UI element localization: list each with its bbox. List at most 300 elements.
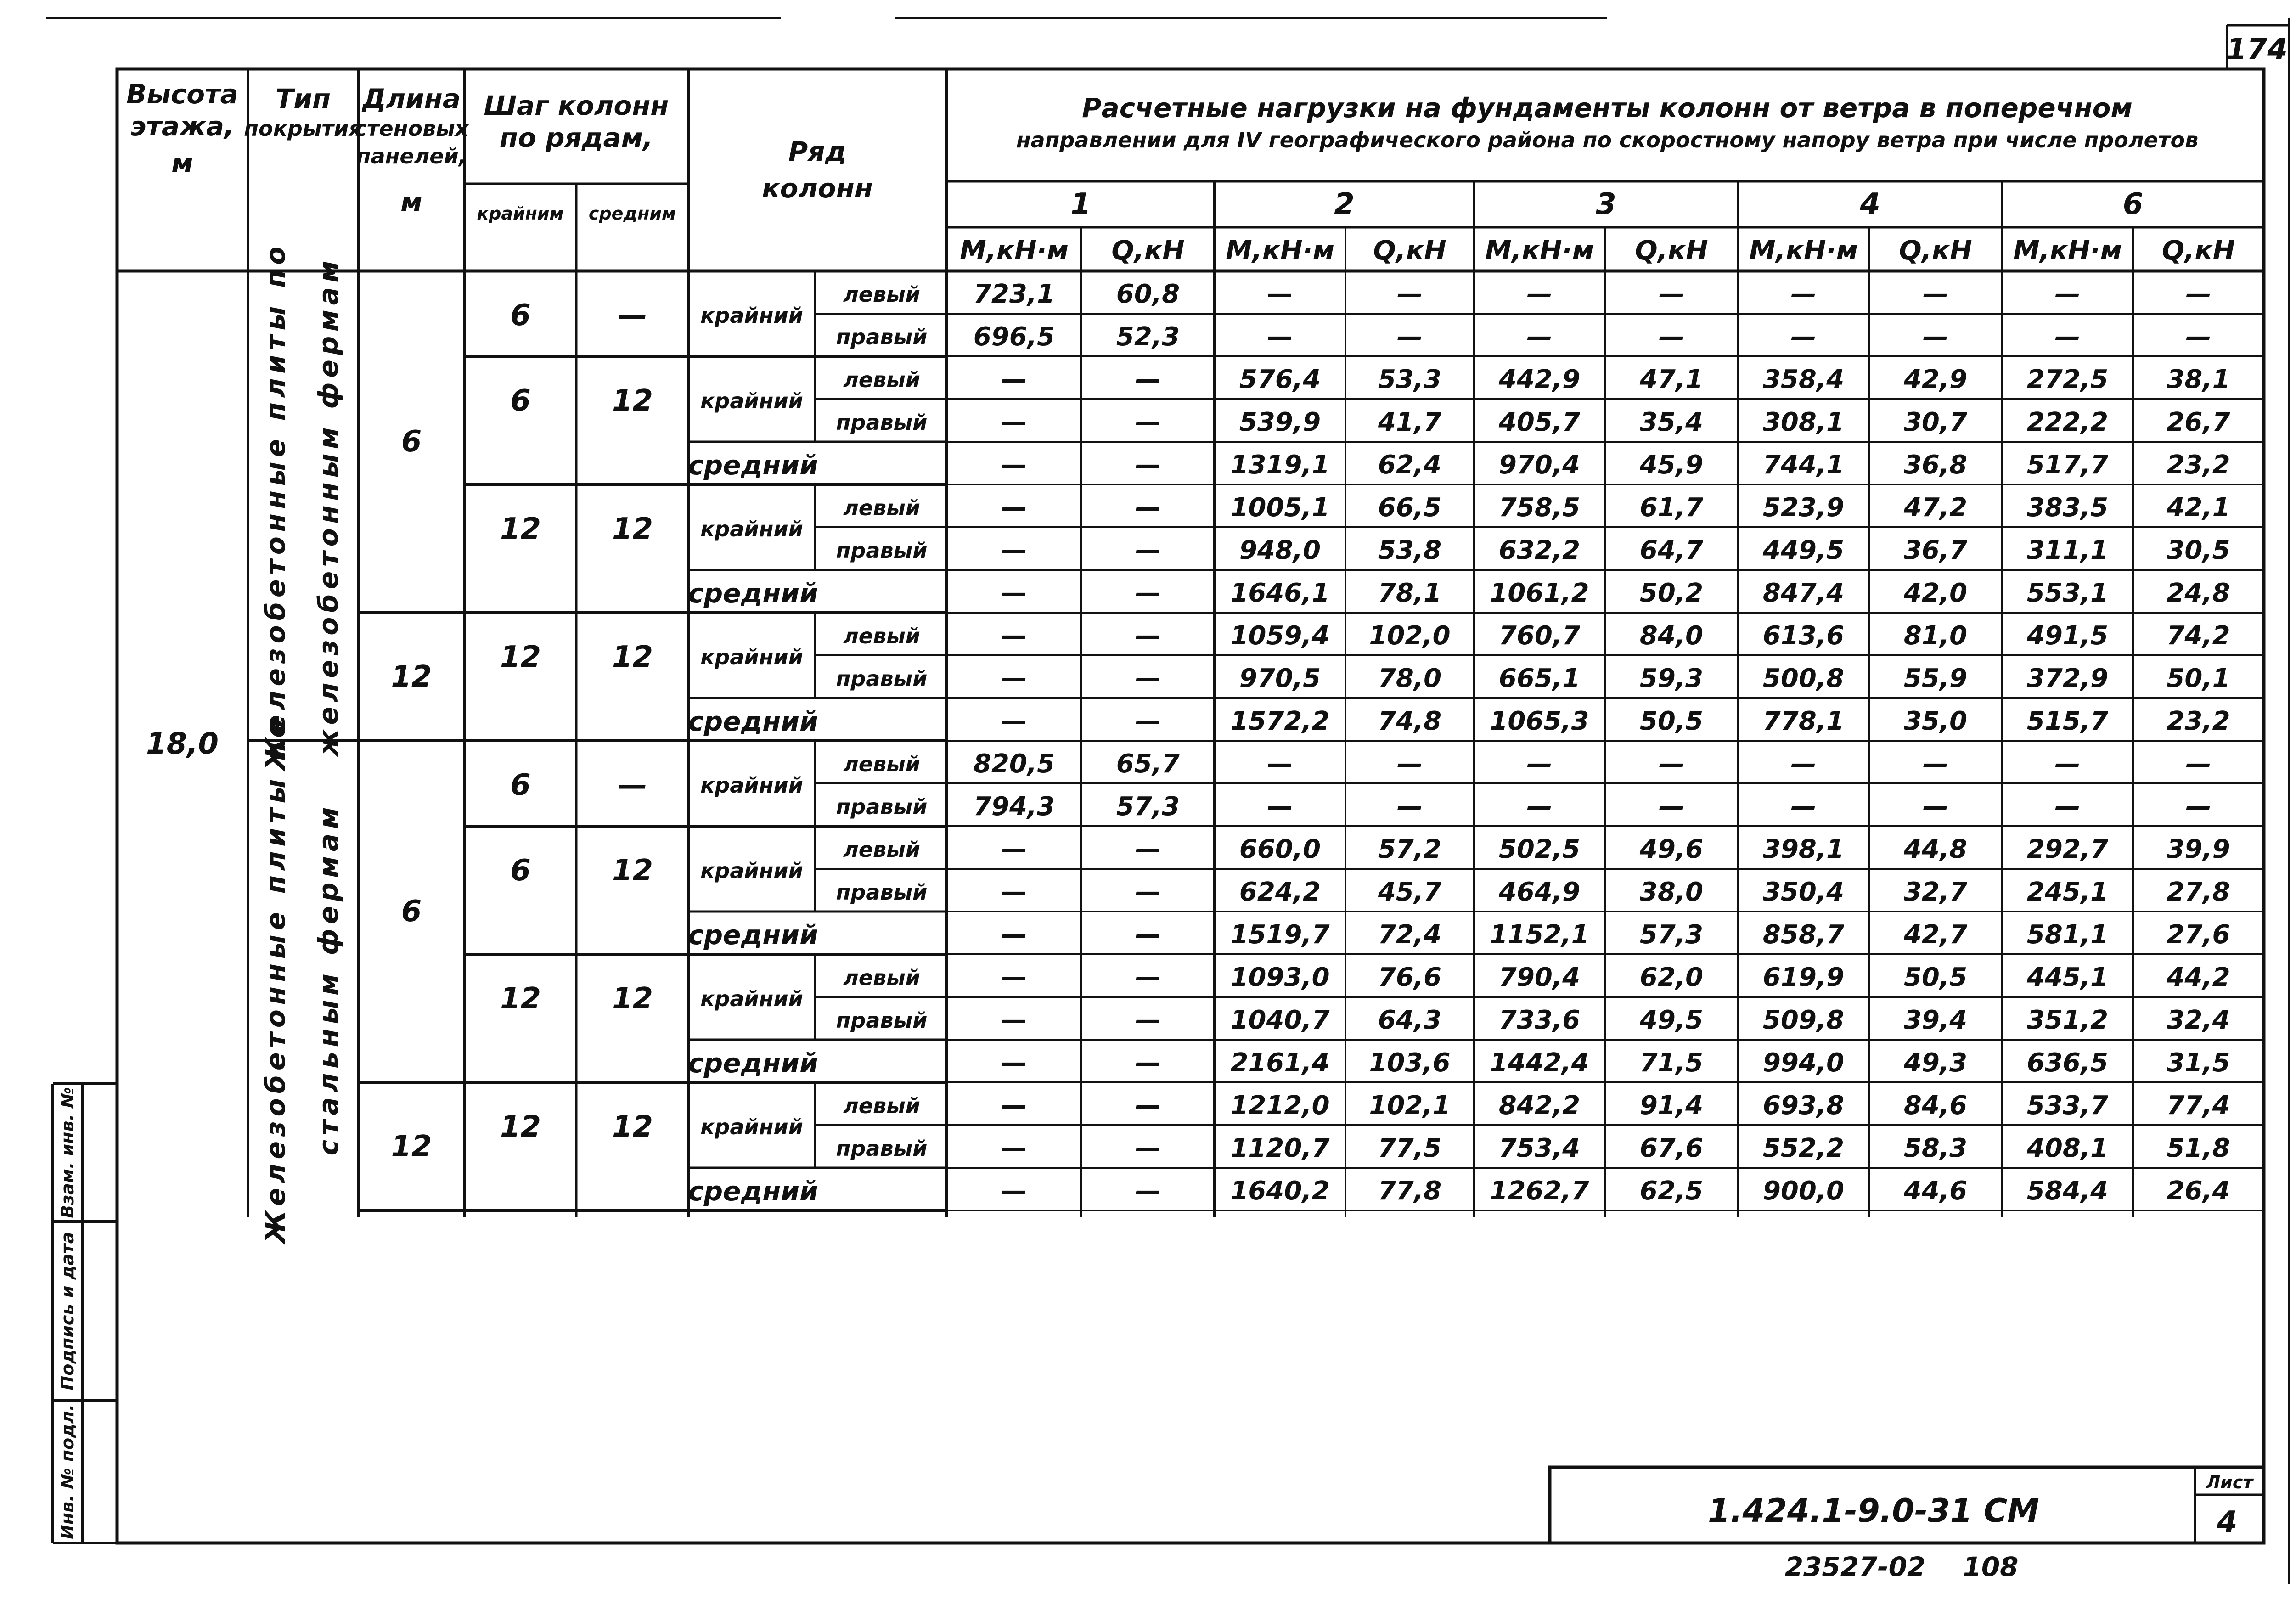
- row-label-left: левый: [843, 623, 920, 648]
- m-value-cell: —: [1526, 749, 1553, 779]
- m-value-cell: 1120,7: [1230, 1133, 1330, 1163]
- m-value-cell: 308,1: [1762, 407, 1845, 437]
- m-value-cell: 970,5: [1239, 663, 1321, 693]
- q-value-cell: 62,4: [1378, 450, 1442, 480]
- m-value-cell: 613,6: [1762, 620, 1845, 651]
- m-value-cell: —: [1001, 919, 1027, 950]
- q-value-cell: 50,1: [2167, 663, 2230, 693]
- q-value-cell: 67,6: [1639, 1133, 1704, 1163]
- m-value-cell: 970,4: [1498, 450, 1581, 480]
- step-outer-value: 6: [510, 298, 531, 332]
- m-value-cell: 660,0: [1239, 834, 1321, 864]
- roof-type-label: Железобетонные плиты по: [260, 715, 291, 1243]
- q-value-cell: 50,5: [1639, 706, 1704, 736]
- q-value-cell: —: [1135, 834, 1161, 864]
- q-value-cell: 61,7: [1639, 492, 1704, 523]
- m-value-cell: —: [1001, 578, 1027, 608]
- m-value-cell: 994,0: [1762, 1047, 1845, 1078]
- panel-length-header: панелей,: [356, 144, 467, 169]
- row-label-right: правый: [836, 1008, 928, 1033]
- m-value-cell: —: [2054, 321, 2081, 352]
- q-unit-header: Q,кН: [1635, 235, 1708, 266]
- document-designation: 1.424.1-9.0-31 СМ: [1708, 1492, 2039, 1530]
- m-value-cell: —: [1001, 877, 1027, 907]
- q-value-cell: —: [1923, 749, 1948, 779]
- m-value-cell: —: [1790, 321, 1817, 352]
- q-unit-header: Q,кН: [2161, 235, 2235, 266]
- m-value-cell: 523,9: [1762, 492, 1845, 523]
- q-value-cell: 102,0: [1369, 620, 1451, 651]
- q-value-cell: 64,3: [1378, 1005, 1442, 1035]
- row-label-left: левый: [843, 1093, 920, 1118]
- q-value-cell: —: [2185, 321, 2212, 352]
- m-value-cell: 408,1: [2026, 1133, 2109, 1163]
- span-count: 6: [2122, 187, 2144, 221]
- row-label-right: правый: [836, 794, 928, 819]
- q-value-cell: 81,0: [1903, 620, 1968, 651]
- m-value-cell: 1212,0: [1230, 1090, 1330, 1120]
- q-value-cell: 42,7: [1903, 919, 1968, 950]
- q-value-cell: —: [1397, 321, 1423, 352]
- q-value-cell: 36,8: [1903, 450, 1968, 480]
- q-value-cell: 30,7: [1903, 407, 1968, 437]
- m-value-cell: 758,5: [1498, 492, 1581, 523]
- q-value-cell: 27,6: [2167, 919, 2230, 950]
- m-value-cell: 581,1: [2026, 919, 2109, 950]
- m-value-cell: 665,1: [1498, 663, 1581, 693]
- q-value-cell: —: [1923, 321, 1948, 352]
- q-value-cell: —: [1135, 1133, 1161, 1163]
- m-value-cell: 1646,1: [1230, 578, 1330, 608]
- archive-page: 108: [1963, 1551, 2019, 1582]
- m-value-cell: 358,4: [1762, 364, 1845, 394]
- q-value-cell: —: [1135, 877, 1161, 907]
- q-value-cell: 44,8: [1903, 834, 1968, 864]
- q-value-cell: 62,5: [1639, 1176, 1704, 1206]
- m-value-cell: 696,5: [973, 321, 1055, 352]
- row-label-outer: крайний: [700, 986, 803, 1011]
- q-value-cell: 39,4: [1903, 1005, 1968, 1035]
- loads-title: направлении для IV географического района по скоростному напору ветра при числе пролетов: [1016, 128, 2199, 152]
- q-value-cell: —: [1135, 1090, 1161, 1120]
- row-label-outer: крайний: [700, 388, 803, 413]
- m-value-cell: 502,5: [1498, 834, 1581, 864]
- m-unit-header: М,кН·м: [959, 235, 1069, 266]
- panel-length-value: 6: [401, 895, 422, 929]
- roof-type-header: покрытия: [244, 116, 362, 141]
- m-value-cell: —: [1001, 492, 1027, 523]
- m-value-cell: 693,8: [1762, 1090, 1845, 1120]
- m-value-cell: 1093,0: [1230, 962, 1330, 992]
- m-value-cell: 619,9: [1762, 962, 1845, 992]
- q-value-cell: 57,3: [1639, 919, 1704, 950]
- q-value-cell: 35,0: [1903, 706, 1968, 736]
- m-value-cell: 445,1: [2026, 962, 2109, 992]
- row-label-outer: крайний: [700, 858, 803, 883]
- m-unit-header: М,кН·м: [2013, 235, 2122, 266]
- q-value-cell: —: [2185, 279, 2212, 309]
- q-value-cell: 31,5: [2167, 1047, 2230, 1078]
- row-label-outer: крайний: [700, 645, 803, 670]
- q-value-cell: —: [1135, 663, 1161, 693]
- row-header: колонн: [762, 173, 873, 204]
- step-outer-value: 12: [500, 1110, 541, 1144]
- m-value-cell: —: [1001, 535, 1027, 565]
- m-value-cell: —: [1526, 321, 1553, 352]
- q-value-cell: —: [2185, 791, 2212, 822]
- q-value-cell: 47,1: [1639, 364, 1704, 394]
- q-value-cell: 55,9: [1903, 663, 1968, 693]
- m-unit-header: М,кН·м: [1485, 235, 1594, 266]
- m-value-cell: 1519,7: [1230, 919, 1330, 950]
- m-value-cell: —: [1001, 962, 1027, 992]
- m-value-cell: 636,5: [2026, 1047, 2109, 1078]
- step-outer-value: 6: [510, 384, 531, 418]
- q-value-cell: 52,3: [1116, 321, 1180, 352]
- height-header: этажа,: [130, 111, 235, 142]
- q-value-cell: —: [1135, 962, 1161, 992]
- step-middle-value: —: [618, 298, 647, 332]
- m-value-cell: —: [1526, 279, 1553, 309]
- q-value-cell: 27,8: [2167, 877, 2230, 907]
- q-value-cell: 77,4: [2167, 1090, 2230, 1120]
- q-value-cell: —: [1135, 407, 1161, 437]
- q-value-cell: —: [1135, 1047, 1161, 1078]
- m-value-cell: 553,1: [2026, 578, 2109, 608]
- m-value-cell: 372,9: [2026, 663, 2109, 693]
- m-value-cell: —: [1001, 450, 1027, 480]
- row-header: Ряд: [788, 136, 847, 167]
- q-value-cell: 59,3: [1639, 663, 1704, 693]
- m-value-cell: —: [1001, 834, 1027, 864]
- roof-type-label: стальным фермам: [313, 802, 344, 1155]
- m-value-cell: 1262,7: [1490, 1176, 1589, 1206]
- m-value-cell: 1065,3: [1490, 706, 1589, 736]
- m-value-cell: —: [1001, 1047, 1027, 1078]
- panel-length-value: 6: [401, 425, 422, 459]
- row-label-outer: крайний: [700, 303, 803, 328]
- q-value-cell: 38,1: [2167, 364, 2230, 394]
- row-label-left: левый: [843, 367, 920, 392]
- q-value-cell: 78,1: [1378, 578, 1442, 608]
- m-value-cell: 744,1: [1762, 450, 1845, 480]
- row-label-left: левый: [843, 965, 920, 990]
- m-value-cell: —: [1790, 279, 1817, 309]
- m-value-cell: 723,1: [973, 279, 1055, 309]
- m-value-cell: 351,2: [2026, 1005, 2109, 1035]
- height-header: Высота: [126, 79, 238, 110]
- panel-length-header: стеновых: [354, 116, 469, 141]
- m-value-cell: 292,7: [2026, 834, 2109, 864]
- m-value-cell: —: [1001, 407, 1027, 437]
- m-value-cell: —: [2054, 791, 2081, 822]
- m-value-cell: 900,0: [1762, 1176, 1845, 1206]
- roof-type-header: Тип: [275, 83, 331, 114]
- row-label-middle: средний: [688, 1175, 818, 1207]
- m-value-cell: 1640,2: [1230, 1176, 1330, 1206]
- row-label-middle: средний: [688, 919, 818, 951]
- m-value-cell: 778,1: [1762, 706, 1845, 736]
- step-outer-header: крайним: [477, 203, 564, 224]
- q-value-cell: 32,4: [2167, 1005, 2230, 1035]
- q-value-cell: 58,3: [1903, 1133, 1968, 1163]
- q-value-cell: 74,2: [2167, 620, 2230, 651]
- step-middle-value: 12: [612, 640, 653, 674]
- m-value-cell: —: [1790, 749, 1817, 779]
- row-label-right: правый: [836, 410, 928, 435]
- row-label-left: левый: [843, 281, 920, 307]
- q-value-cell: 39,9: [2167, 834, 2230, 864]
- m-value-cell: 222,2: [2026, 407, 2109, 437]
- q-value-cell: 77,8: [1378, 1176, 1442, 1206]
- q-value-cell: 44,2: [2167, 962, 2230, 992]
- span-count: 3: [1596, 187, 1616, 221]
- q-value-cell: 77,5: [1378, 1133, 1442, 1163]
- q-value-cell: —: [1135, 620, 1161, 651]
- m-value-cell: 1319,1: [1230, 450, 1330, 480]
- q-value-cell: 45,7: [1378, 877, 1442, 907]
- m-value-cell: 500,8: [1762, 663, 1845, 693]
- m-value-cell: 753,4: [1498, 1133, 1581, 1163]
- height-value: 18,0: [146, 727, 219, 761]
- q-value-cell: —: [1135, 919, 1161, 950]
- m-value-cell: 624,2: [1239, 877, 1321, 907]
- m-value-cell: 2161,4: [1230, 1047, 1330, 1078]
- span-count: 1: [1070, 187, 1091, 221]
- q-value-cell: 76,6: [1378, 962, 1442, 992]
- m-value-cell: 847,4: [1762, 578, 1845, 608]
- row-label-left: левый: [843, 495, 920, 520]
- q-value-cell: 42,1: [2167, 492, 2230, 523]
- q-value-cell: 102,1: [1369, 1090, 1451, 1120]
- m-value-cell: 552,2: [1762, 1133, 1845, 1163]
- step-outer-value: 6: [510, 854, 531, 888]
- row-label-right: правый: [836, 538, 928, 563]
- step-middle-value: 12: [612, 512, 653, 546]
- q-value-cell: 74,8: [1378, 706, 1442, 736]
- m-value-cell: —: [1001, 1090, 1027, 1120]
- row-label-left: левый: [843, 751, 920, 777]
- stamp-inventory-original: Инв. № подл.: [57, 1404, 78, 1540]
- m-value-cell: 517,7: [2026, 450, 2109, 480]
- q-value-cell: 30,5: [2167, 535, 2230, 565]
- row-label-outer: крайний: [700, 517, 803, 541]
- m-value-cell: 760,7: [1498, 620, 1581, 651]
- q-value-cell: 26,7: [2167, 407, 2230, 437]
- panel-length-value: 12: [391, 1129, 432, 1164]
- q-value-cell: 71,5: [1639, 1047, 1704, 1078]
- archive-number: 23527-02: [1784, 1551, 1926, 1582]
- q-value-cell: 91,4: [1639, 1090, 1704, 1120]
- m-value-cell: —: [1001, 663, 1027, 693]
- q-value-cell: 53,3: [1378, 364, 1442, 394]
- column-step-header: по рядам,: [499, 122, 653, 153]
- row-label-right: правый: [836, 666, 928, 691]
- m-value-cell: —: [1267, 749, 1293, 779]
- m-value-cell: —: [1001, 706, 1027, 736]
- panel-length-header: м: [400, 186, 422, 218]
- m-value-cell: —: [1001, 1176, 1027, 1206]
- m-value-cell: 858,7: [1762, 919, 1845, 950]
- m-value-cell: —: [1267, 791, 1293, 822]
- step-middle-value: 12: [612, 982, 653, 1016]
- page-number: 174: [2226, 33, 2288, 67]
- q-value-cell: —: [1923, 279, 1948, 309]
- m-value-cell: 245,1: [2026, 877, 2109, 907]
- m-value-cell: —: [1001, 1005, 1027, 1035]
- row-label-right: правый: [836, 324, 928, 349]
- m-value-cell: 398,1: [1762, 834, 1845, 864]
- m-value-cell: 1152,1: [1490, 919, 1589, 950]
- m-value-cell: —: [1267, 279, 1293, 309]
- step-outer-value: 12: [500, 982, 541, 1016]
- m-unit-header: М,кН·м: [1749, 235, 1858, 266]
- row-label-middle: средний: [688, 1047, 818, 1079]
- m-value-cell: —: [1001, 1133, 1027, 1163]
- row-label-right: правый: [836, 1136, 928, 1161]
- m-value-cell: 576,4: [1239, 364, 1321, 394]
- m-value-cell: —: [1790, 791, 1817, 822]
- m-value-cell: —: [1001, 620, 1027, 651]
- q-value-cell: —: [1135, 1005, 1161, 1035]
- q-value-cell: 35,4: [1639, 407, 1704, 437]
- q-value-cell: —: [1135, 492, 1161, 523]
- q-value-cell: —: [1923, 791, 1948, 822]
- roof-type-label: железобетонным фермам: [313, 256, 344, 756]
- step-middle-value: 12: [612, 384, 653, 418]
- q-value-cell: —: [1135, 578, 1161, 608]
- m-value-cell: 842,2: [1498, 1090, 1581, 1120]
- q-value-cell: 38,0: [1639, 877, 1704, 907]
- q-value-cell: 62,0: [1639, 962, 1704, 992]
- q-value-cell: 47,2: [1903, 492, 1968, 523]
- m-value-cell: 509,8: [1762, 1005, 1845, 1035]
- q-value-cell: —: [1135, 1176, 1161, 1206]
- row-label-middle: средний: [688, 705, 818, 737]
- roof-type-label: Железобетонные плиты по: [260, 242, 291, 770]
- q-value-cell: —: [1659, 749, 1684, 779]
- step-outer-value: 6: [510, 768, 531, 802]
- q-value-cell: 23,2: [2167, 706, 2230, 736]
- m-value-cell: 1572,2: [1230, 706, 1330, 736]
- q-value-cell: —: [1135, 535, 1161, 565]
- q-value-cell: —: [2185, 749, 2212, 779]
- m-value-cell: 794,3: [973, 791, 1055, 822]
- step-middle-value: 12: [612, 854, 653, 888]
- m-value-cell: —: [1001, 364, 1027, 394]
- q-value-cell: —: [1397, 791, 1423, 822]
- step-middle-value: 12: [612, 1110, 653, 1144]
- q-value-cell: —: [1659, 321, 1684, 352]
- row-label-right: правый: [836, 879, 928, 905]
- q-unit-header: Q,кН: [1111, 235, 1185, 266]
- q-value-cell: 49,3: [1903, 1047, 1968, 1078]
- m-value-cell: 632,2: [1498, 535, 1581, 565]
- m-value-cell: 1005,1: [1230, 492, 1330, 523]
- m-value-cell: 790,4: [1498, 962, 1581, 992]
- q-value-cell: 45,9: [1639, 450, 1704, 480]
- step-outer-value: 12: [500, 512, 541, 546]
- q-value-cell: 36,7: [1903, 535, 1968, 565]
- q-value-cell: 84,0: [1639, 620, 1704, 651]
- m-value-cell: 272,5: [2026, 364, 2109, 394]
- q-value-cell: 32,7: [1903, 877, 1968, 907]
- q-value-cell: 44,6: [1903, 1176, 1968, 1206]
- m-value-cell: 442,9: [1498, 364, 1581, 394]
- m-value-cell: 584,4: [2026, 1176, 2109, 1206]
- q-value-cell: 78,0: [1378, 663, 1442, 693]
- m-value-cell: 491,5: [2026, 620, 2109, 651]
- m-value-cell: 1059,4: [1230, 620, 1330, 651]
- row-label-middle: средний: [688, 577, 818, 609]
- loads-title: Расчетные нагрузки на фундаменты колонн от ветра в поперечном: [1082, 92, 2133, 124]
- q-value-cell: 103,6: [1369, 1047, 1451, 1078]
- sheet-label: Лист: [2206, 1472, 2253, 1492]
- row-label-left: левый: [843, 837, 920, 862]
- panel-length-value: 12: [391, 659, 432, 694]
- q-value-cell: 50,5: [1903, 962, 1968, 992]
- span-count: 2: [1334, 187, 1355, 221]
- q-unit-header: Q,кН: [1373, 235, 1446, 266]
- m-value-cell: 948,0: [1239, 535, 1321, 565]
- m-value-cell: 311,1: [2026, 535, 2109, 565]
- q-value-cell: 49,5: [1639, 1005, 1704, 1035]
- m-value-cell: 515,7: [2026, 706, 2109, 736]
- q-value-cell: 84,6: [1903, 1090, 1968, 1120]
- m-value-cell: 350,4: [1762, 877, 1845, 907]
- q-value-cell: 64,7: [1639, 535, 1704, 565]
- q-value-cell: 72,4: [1378, 919, 1442, 950]
- q-value-cell: 53,8: [1378, 535, 1442, 565]
- sheet-number: 4: [2217, 1505, 2238, 1539]
- q-value-cell: 57,3: [1116, 791, 1180, 822]
- m-value-cell: 1442,4: [1490, 1047, 1589, 1078]
- q-unit-header: Q,кН: [1899, 235, 1972, 266]
- q-value-cell: —: [1397, 279, 1423, 309]
- q-value-cell: 49,6: [1639, 834, 1704, 864]
- q-value-cell: 51,8: [2167, 1133, 2230, 1163]
- q-value-cell: 26,4: [2167, 1176, 2230, 1206]
- row-label-middle: средний: [688, 449, 818, 481]
- m-value-cell: 820,5: [973, 749, 1055, 779]
- stamp-signature-date: Подпись и дата: [57, 1232, 78, 1390]
- q-value-cell: 65,7: [1116, 749, 1180, 779]
- q-value-cell: 50,2: [1639, 578, 1704, 608]
- q-value-cell: —: [1135, 706, 1161, 736]
- m-value-cell: —: [1267, 321, 1293, 352]
- m-value-cell: 733,6: [1498, 1005, 1581, 1035]
- m-value-cell: 1040,7: [1230, 1005, 1330, 1035]
- q-value-cell: —: [1397, 749, 1423, 779]
- m-value-cell: —: [2054, 749, 2081, 779]
- q-value-cell: —: [1659, 791, 1684, 822]
- m-value-cell: 539,9: [1239, 407, 1321, 437]
- q-value-cell: 42,9: [1903, 364, 1968, 394]
- step-outer-value: 12: [500, 640, 541, 674]
- q-value-cell: —: [1135, 364, 1161, 394]
- q-value-cell: 57,2: [1378, 834, 1442, 864]
- q-value-cell: 42,0: [1903, 578, 1968, 608]
- m-value-cell: 405,7: [1498, 407, 1581, 437]
- q-value-cell: 66,5: [1378, 492, 1442, 523]
- stamp-replaced-inventory: Взам. инв. №: [57, 1087, 78, 1218]
- row-label-outer: крайний: [700, 773, 803, 798]
- q-value-cell: 60,8: [1116, 279, 1180, 309]
- q-value-cell: 24,8: [2167, 578, 2230, 608]
- q-value-cell: 23,2: [2167, 450, 2230, 480]
- m-unit-header: М,кН·м: [1225, 235, 1335, 266]
- row-label-outer: крайний: [700, 1115, 803, 1139]
